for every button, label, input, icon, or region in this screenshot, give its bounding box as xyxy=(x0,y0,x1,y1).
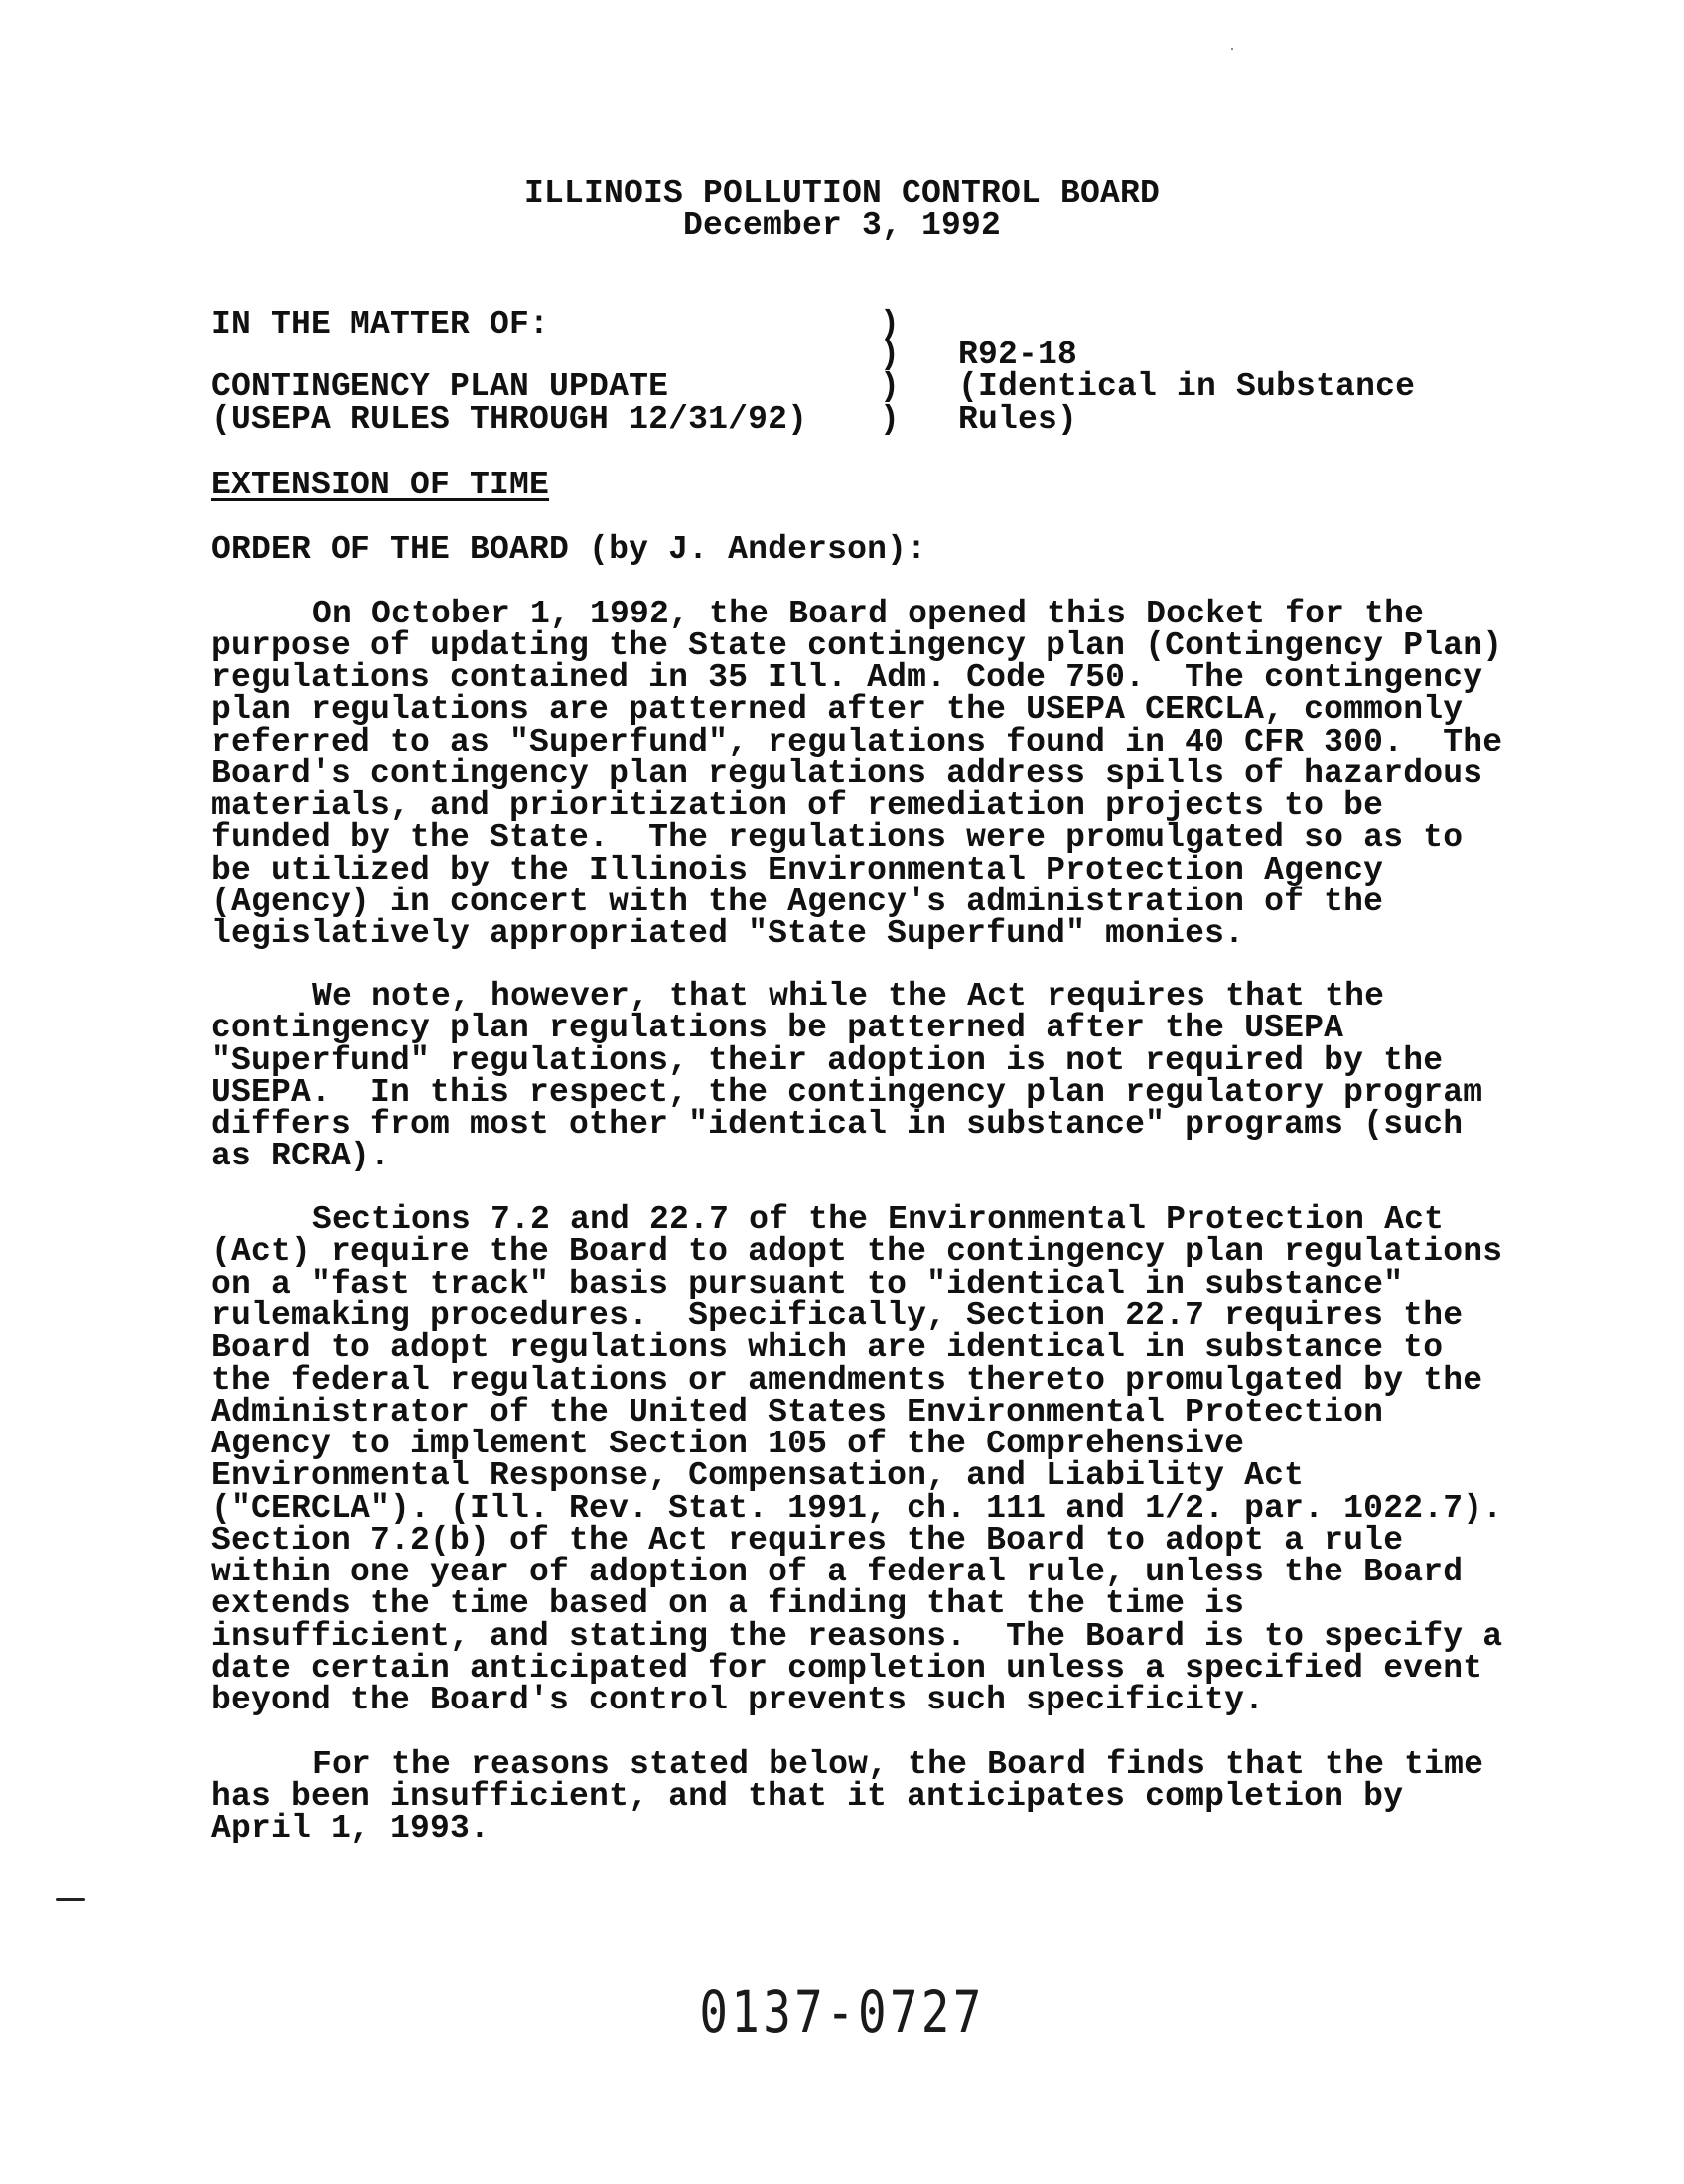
text-line: On October 1, 1992, the Board opened this Docket for the xyxy=(312,596,1425,632)
text-line: April 1, 1993. xyxy=(211,1810,491,1846)
caption-paren: ) xyxy=(880,368,901,405)
text-line: We note, however, that while the Act requires that the xyxy=(312,978,1385,1015)
text-line: plan regulations are patterned after the USEPA CERCLA, commonly xyxy=(211,691,1464,728)
text-line: insufficient, and stating the reasons. The Board is to specify a xyxy=(211,1618,1503,1655)
text-line: legislatively appropriated "State Superfund" monies. xyxy=(211,915,1245,952)
text-line: Sections 7.2 and 22.7 of the Environmental Protection Act xyxy=(312,1201,1445,1238)
docket-type-line1: (Identical in Substance xyxy=(958,368,1416,405)
text-line: Board's contingency plan regulations address spills of hazardous xyxy=(211,755,1483,792)
text-line: has been insufficient, and that it anticipates completion by xyxy=(211,1778,1404,1815)
text-line: contingency plan regulations be patterned after the USEPA xyxy=(211,1010,1344,1046)
text-line: Board to adopt regulations which are identical in substance to xyxy=(211,1329,1444,1366)
text-line: (Agency) in concert with the Agency's administration of the xyxy=(211,884,1384,920)
text-line: regulations contained in 35 Ill. Adm. Code 750. The contingency xyxy=(211,659,1483,696)
text-line: be utilized by the Illinois Environmental Protection Agency xyxy=(211,852,1384,888)
caption-paren: ) xyxy=(880,401,901,438)
caption-title-line2: (USEPA RULES THROUGH 12/31/92) xyxy=(211,401,808,438)
text-line: referred to as "Superfund", regulations found in 40 CFR 300. The xyxy=(211,724,1503,760)
board-name: ILLINOIS POLLUTION CONTROL BOARD xyxy=(523,175,1161,211)
document-date: December 3, 1992 xyxy=(682,207,1002,244)
docket-number: R92-18 xyxy=(958,337,1078,373)
text-line: Administrator of the United States Environmental Protection xyxy=(211,1394,1384,1431)
text-line: "Superfund" regulations, their adoption is not required by the xyxy=(211,1042,1444,1079)
matter-label: IN THE MATTER OF: xyxy=(211,306,550,342)
text-line: the federal regulations or amendments thereto promulgated by the xyxy=(211,1362,1483,1399)
text-line: as RCRA). xyxy=(211,1138,391,1174)
text-line: (Act) require the Board to adopt the contingency plan regulations xyxy=(211,1233,1503,1270)
text-line: purpose of updating the State contingency plan (Contingency Plan) xyxy=(211,627,1503,664)
text-line: within one year of adoption of a federal rule, unless the Board xyxy=(211,1554,1464,1590)
caption-paren: ) xyxy=(880,306,901,342)
text-line: Section 7.2(b) of the Act requires the Board to adopt a rule xyxy=(211,1522,1404,1559)
text-line: For the reasons stated below, the Board finds that the time xyxy=(312,1746,1484,1783)
scan-speck xyxy=(1231,48,1233,50)
text-line: ("CERCLA"). (Ill. Rev. Stat. 1991, ch. 111 and 1/2. par. 1022.7). xyxy=(211,1490,1503,1527)
text-line: materials, and prioritization of remediation projects to be xyxy=(211,787,1384,824)
scan-mark xyxy=(56,1898,85,1901)
page-stamp-number: 0137-0727 xyxy=(699,1979,985,2046)
section-heading: EXTENSION OF TIME xyxy=(211,467,550,503)
text-line: beyond the Board's control prevents such specificity. xyxy=(211,1682,1265,1718)
text-line: funded by the State. The regulations were promulgated so as to xyxy=(211,819,1464,856)
text-line: on a "fast track" basis pursuant to "identical in substance" xyxy=(211,1266,1404,1302)
order-line: ORDER OF THE BOARD (by J. Anderson): xyxy=(211,531,927,568)
docket-type-line2: Rules) xyxy=(958,401,1078,438)
text-line: date certain anticipated for completion unless a specified event xyxy=(211,1650,1483,1687)
text-line: Environmental Response, Compensation, and Liability Act xyxy=(211,1457,1305,1494)
caption-paren: ) xyxy=(880,337,901,373)
text-line: rulemaking procedures. Specifically, Section 22.7 requires the xyxy=(211,1297,1464,1334)
caption-title-line1: CONTINGENCY PLAN UPDATE xyxy=(211,368,669,405)
text-line: Agency to implement Section 105 of the Comprehensive xyxy=(211,1426,1245,1462)
text-line: differs from most other "identical in substance" programs (such xyxy=(211,1106,1464,1143)
text-line: USEPA. In this respect, the contingency plan regulatory program xyxy=(211,1074,1483,1111)
text-line: extends the time based on a finding that the time is xyxy=(211,1585,1245,1622)
